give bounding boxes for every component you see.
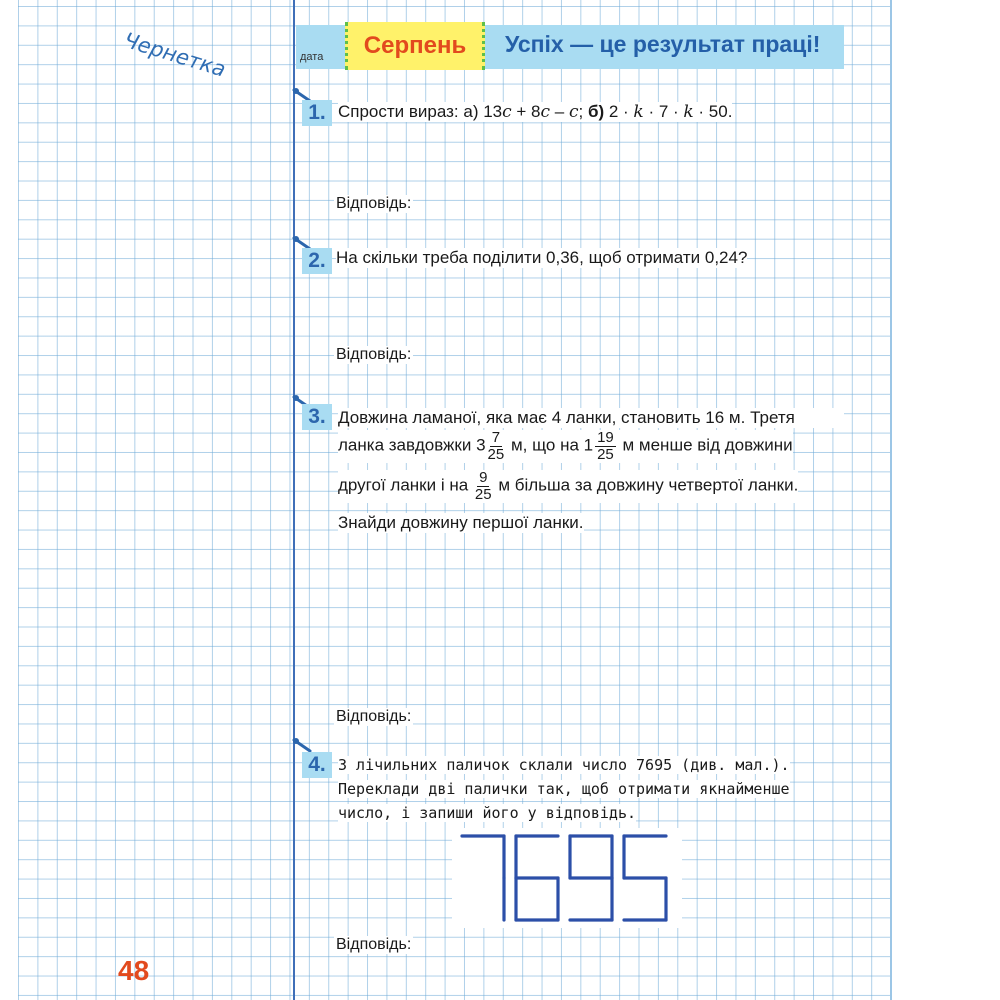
stick-number-figure [452, 828, 682, 928]
task-4-line-2: Переклади дві палички так, щоб отримати якнайменше [338, 780, 790, 798]
page-number: 48 [118, 955, 150, 986]
answer-label-4: Відповідь: [336, 936, 412, 953]
margin-note: Чернетка [120, 28, 229, 82]
fraction: $\frac{9}{25}$ [474, 469, 492, 503]
task-number-2: 2. [302, 248, 332, 274]
task-4-line-3: число, і запиши його у відповідь. [338, 804, 637, 822]
task-3-line-4: Знайди довжину першої ланки. [338, 513, 584, 532]
task-number-4: 4. [302, 752, 332, 778]
task-3-line-2: ланка завдовжки 3 $\frac{7}{25}$ м, що на 1 $\frac{19}{25}$ м менше від довжини [338, 429, 793, 463]
month-title: Серпень [363, 32, 467, 59]
answer-label-2: Відповідь: [336, 346, 412, 363]
answer-label-1: Відповідь: [336, 195, 412, 212]
task-2-text: На скільки треба поділити 0,36, щоб отримати 0,24? [336, 248, 748, 267]
task-3-line-3: другої ланки і на $\frac{9}{25}$ м більша за довжину четвертої ланки. [338, 469, 799, 503]
answer-label-3: Відповідь: [336, 708, 412, 725]
month-box [345, 22, 485, 70]
motto: Успіх — це результат праці! [505, 31, 821, 57]
task-number-1: 1. [302, 100, 332, 126]
fraction: $\frac{7}{25}$ [487, 429, 505, 463]
task-number-3: 3. [302, 404, 332, 430]
task-1-text: Спрости вираз: а) 13c + 8c – c; б) 2 · k · 7 · k · 50. [338, 102, 733, 122]
task-3-line-1: Довжина ламаної, яка має 4 ланки, становить 16 м. Третя [338, 408, 844, 428]
fraction: $\frac{19}{25}$ [597, 429, 614, 463]
margin-line [293, 0, 295, 1000]
task-4-line-1: З лічильних паличок склали число 7695 (див. мал.). [338, 756, 790, 774]
date-label: дата [300, 51, 324, 63]
stick-number-7695 [452, 828, 682, 928]
